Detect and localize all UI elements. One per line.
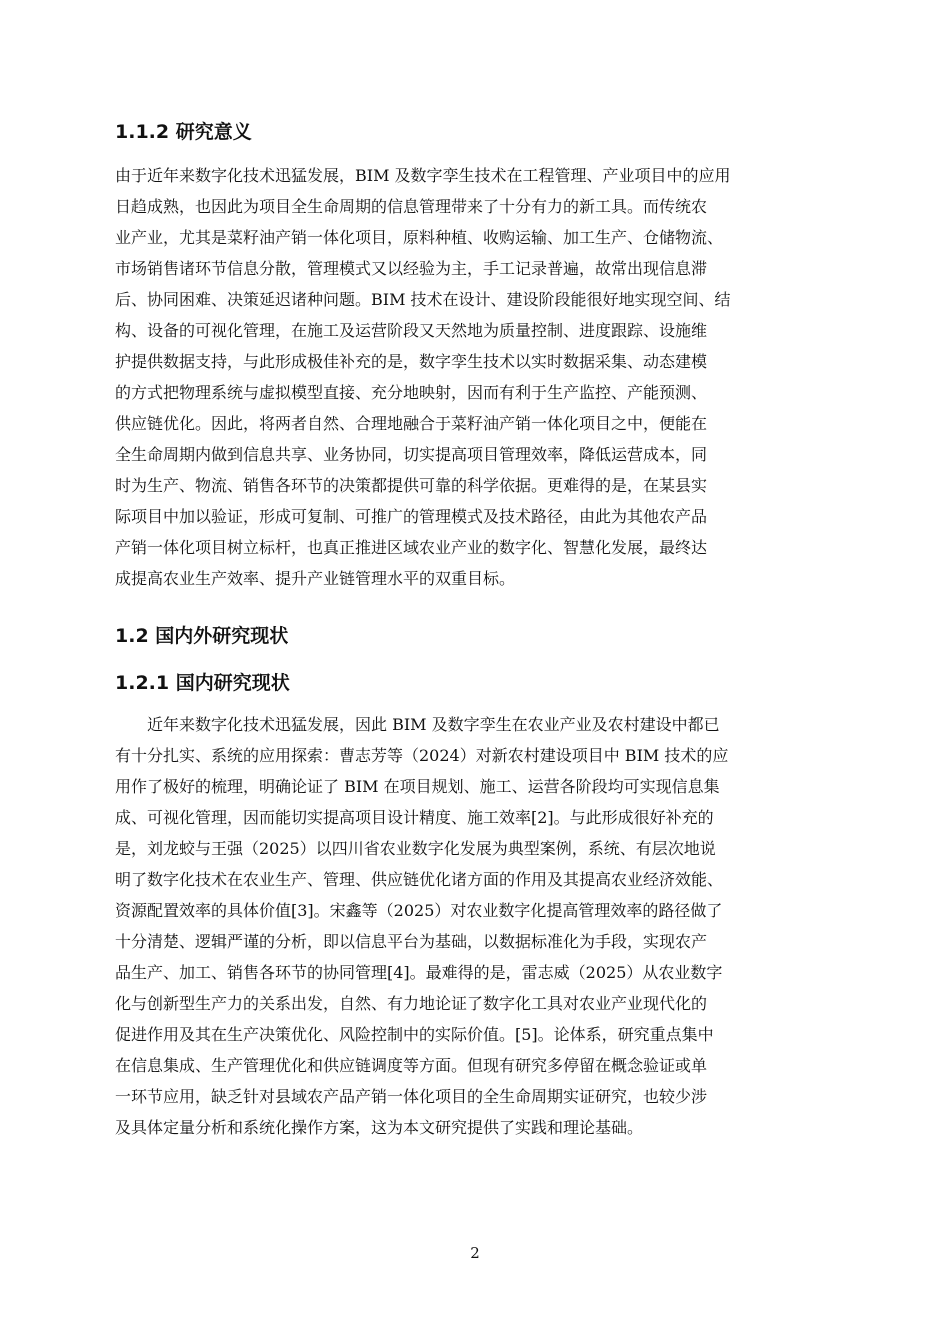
section-heading-1-1-2: 1.1.2 研究意义 <box>115 121 252 143</box>
paragraph-line: 有十分扎实、系统的应用探索：曹志芳等（2024）对新农村建设项目中 BIM 技术的应 <box>115 746 729 765</box>
paragraph-line: 全生命周期内做到信息共享、业务协同，切实提高项目管理效率，降低运营成本，同 <box>115 445 708 464</box>
paragraph-line: 明了数字化技术在农业生产、管理、供应链优化诸方面的作用及其提高农业经济效能、 <box>115 870 724 889</box>
paragraph-line: 是，刘龙蛟与王强（2025）以四川省农业数字化发展为典型案例，系统、有层次地说 <box>115 839 716 858</box>
paragraph-line: 化与创新型生产力的关系出发，自然、有力地论证了数字化工具对农业产业现代化的 <box>115 994 708 1013</box>
paragraph-line: 时为生产、物流、销售各环节的决策都提供可靠的科学依据。更难得的是，在某县实 <box>115 476 708 495</box>
paragraph-line: 品生产、加工、销售各环节的协同管理[4]。最难得的是，雷志威（2025）从农业数字 <box>115 963 723 982</box>
paragraph-line: 构、设备的可视化管理，在施工及运营阶段又天然地为质量控制、进度跟踪、设施维 <box>115 321 708 340</box>
section-heading-1-2-1: 1.2.1 国内研究现状 <box>115 672 290 694</box>
paragraph-line: 及具体定量分析和系统化操作方案，这为本文研究提供了实践和理论基础。 <box>115 1118 644 1137</box>
section-heading-1-2: 1.2 国内外研究现状 <box>115 625 289 647</box>
paragraph-line: 近年来数字化技术迅猛发展，因此 BIM 及数字孪生在农业产业及农村建设中都已 <box>147 715 720 734</box>
paragraph-line: 资源配置效率的具体价值[3]。宋鑫等（2025）对农业数字化提高管理效率的路径做了 <box>115 901 723 920</box>
paragraph-line: 业产业，尤其是菜籽油产销一体化项目，原料种植、收购运输、加工生产、仓储物流、 <box>115 228 724 247</box>
paragraph-line: 护提供数据支持，与此形成极佳补充的是，数字孪生技术以实时数据采集、动态建模 <box>115 352 708 371</box>
paragraph-line: 供应链优化。因此，将两者自然、合理地融合于菜籽油产销一体化项目之中，便能在 <box>115 414 708 433</box>
paragraph-line: 由于近年来数字化技术迅猛发展，BIM 及数字孪生技术在工程管理、产业项目中的应用 <box>115 166 731 185</box>
paragraph-line: 成、可视化管理，因而能切实提高项目设计精度、施工效率[2]。与此形成很好补充的 <box>115 808 714 827</box>
paragraph-line: 后、协同困难、决策延迟诸种问题。BIM 技术在设计、建设阶段能很好地实现空间、结 <box>115 290 731 309</box>
paragraph-line: 一环节应用，缺乏针对县域农产品产销一体化项目的全生命周期实证研究，也较少涉 <box>115 1087 708 1106</box>
paragraph-line: 日趋成熟，也因此为项目全生命周期的信息管理带来了十分有力的新工具。而传统农 <box>115 197 708 216</box>
paragraph-line: 际项目中加以验证，形成可复制、可推广的管理模式及技术路径，由此为其他农产品 <box>115 507 708 526</box>
paragraph-line: 成提高农业生产效率、提升产业链管理水平的双重目标。 <box>115 569 516 588</box>
paragraph-line: 在信息集成、生产管理优化和供应链调度等方面。但现有研究多停留在概念验证或单 <box>115 1056 708 1075</box>
domestic-research-paragraph <box>115 709 837 1143</box>
paragraph-line: 促进作用及其在生产决策优化、风险控制中的实际价值。[5]。论体系，研究重点集中 <box>115 1025 714 1044</box>
research-significance-paragraph <box>115 160 837 594</box>
paragraph-line: 市场销售诸环节信息分散，管理模式又以经验为主，手工记录普遍，故常出现信息滞 <box>115 259 708 278</box>
paragraph-line: 用作了极好的梳理，明确论证了 BIM 在项目规划、施工、运营各阶段均可实现信息集 <box>115 777 720 796</box>
paragraph-line: 的方式把物理系统与虚拟模型直接、充分地映射，因而有利于生产监控、产能预测、 <box>115 383 708 402</box>
paragraph-line: 十分清楚、逻辑严谨的分析，即以信息平台为基础，以数据标准化为手段，实现农产 <box>115 932 708 951</box>
paragraph-line: 产销一体化项目树立标杆，也真正推进区域农业产业的数字化、智慧化发展，最终达 <box>115 538 708 557</box>
page-number: 2 <box>470 1244 480 1262</box>
